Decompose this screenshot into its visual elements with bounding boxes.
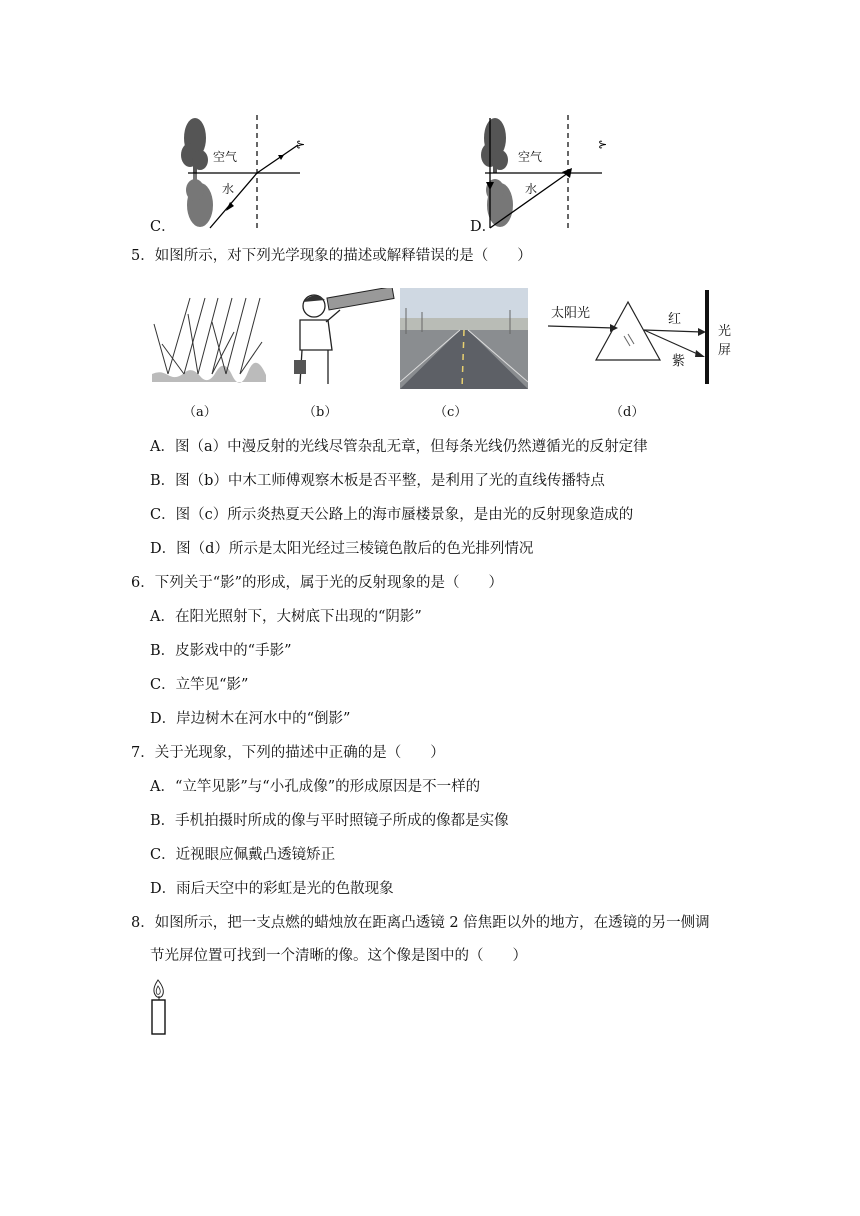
q4-option-c-label[interactable]: C． <box>150 219 176 235</box>
q5-screen-label-1: 光 <box>718 324 732 339</box>
q5-caption-c: （c） <box>434 405 468 420</box>
q5-caption-d: （d） <box>610 405 645 420</box>
svg-text:⊱: ⊱ <box>598 138 608 151</box>
q5-caption-b: （b） <box>303 405 338 420</box>
q5-stem: 5．如图所示，对下列光学现象的描述或解释错误的是（ ） <box>131 248 532 264</box>
q7-option-d[interactable]: D．雨后天空中的彩虹是光的色散现象 <box>150 881 394 897</box>
q5-figure-b <box>288 288 398 386</box>
q5-red-label: 红 <box>668 312 682 327</box>
q7-option-c[interactable]: C．近视眼应佩戴凸透镜矫正 <box>150 847 336 863</box>
q4-water-label-c: 水 <box>222 182 235 196</box>
candle-icon <box>148 978 170 1036</box>
q5-sunlight-label: 太阳光 <box>551 306 591 321</box>
q5-screen-label-2: 屏 <box>718 343 732 358</box>
q5-figure-a <box>150 292 268 384</box>
q5-option-d[interactable]: D．图（d）所示是太阳光经过三棱镜色散后的色光排列情况 <box>150 541 534 557</box>
q6-option-a[interactable]: A．在阳光照射下，大树底下出现的“阴影” <box>150 609 422 625</box>
q8-stem-line-1: 8．如图所示，把一支点燃的蜡烛放在距离凸透镜 2 倍焦距以外的地方，在透镜的另一侧调 <box>131 915 710 931</box>
q4-option-d-label[interactable]: D． <box>470 219 497 235</box>
q6-option-d[interactable]: D．岸边树木在河水中的“倒影” <box>150 711 351 727</box>
q6-stem: 6．下列关于“影”的形成，属于光的反射现象的是（ ） <box>131 575 504 591</box>
q5-figure-c <box>400 288 528 389</box>
q6-option-b[interactable]: B．皮影戏中的“手影” <box>150 643 292 659</box>
q4-water-label-d: 水 <box>525 182 538 196</box>
q6-option-c[interactable]: C．立竿见“影” <box>150 677 249 693</box>
q4-air-label-c: 空气 <box>213 150 238 164</box>
q7-stem: 7．关于光现象，下列的描述中正确的是（ ） <box>131 745 445 761</box>
svg-text:⊱: ⊱ <box>296 138 306 151</box>
q4-air-label-d: 空气 <box>518 150 543 164</box>
q7-option-a[interactable]: A．“立竿见影”与“小孔成像”的形成原因是不一样的 <box>150 779 481 795</box>
q5-purple-label: 紫 <box>672 354 686 369</box>
q5-option-a[interactable]: A．图（a）中漫反射的光线尽管杂乱无章，但每条光线仍然遵循光的反射定律 <box>150 439 648 455</box>
q5-option-b[interactable]: B．图（b）中木工师傅观察木板是否平整，是利用了光的直线传播特点 <box>150 473 605 489</box>
q8-stem-line-2: 节光屏位置可找到一个清晰的像。这个像是图中的（ ） <box>150 948 527 964</box>
q5-option-c[interactable]: C．图（c）所示炎热夏天公路上的海市蜃楼景象，是由光的反射现象造成的 <box>150 507 634 523</box>
q5-caption-a: （a） <box>183 405 217 420</box>
q7-option-b[interactable]: B．手机拍摄时所成的像与平时照镜子所成的像都是实像 <box>150 813 509 829</box>
